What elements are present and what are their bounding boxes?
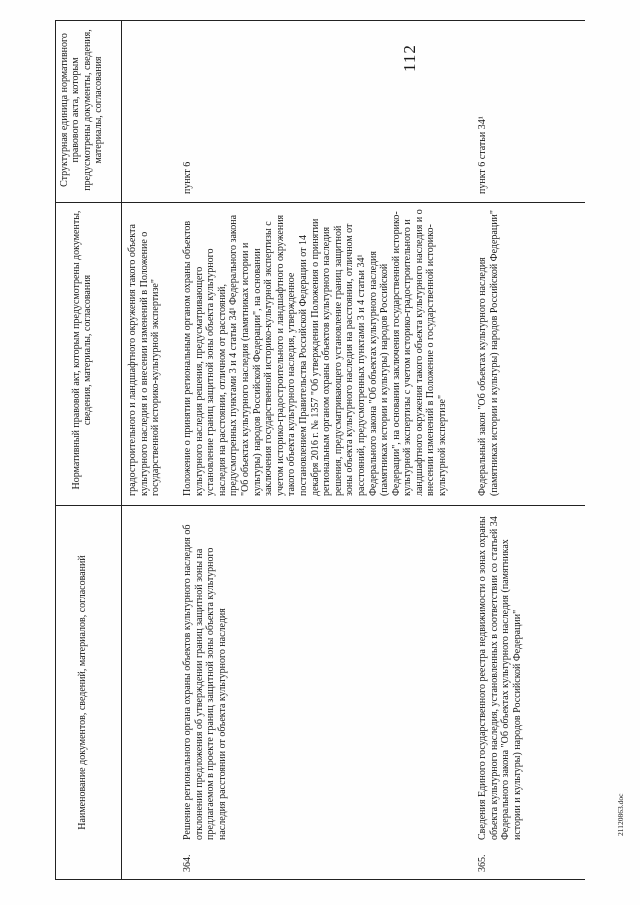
rotated-table bbox=[55, 20, 585, 880]
row-unit: пункт 6 статьи 34¹ bbox=[477, 116, 488, 194]
page-number: 112 bbox=[400, 44, 419, 72]
table-border-right bbox=[55, 20, 585, 21]
row-act: Федеральный закон "Об объектах культурного наследия (памятниках истории и культуры) народов Российской Федерации" bbox=[477, 210, 500, 496]
column-divider-1 bbox=[55, 505, 585, 506]
row-number: 364. bbox=[182, 854, 193, 872]
row-unit: пункт 6 bbox=[182, 161, 193, 194]
continuation-act-text: градостроительного и ландшафтного окружения такого объекта культурного наследия и о внесении изменений в Положение о государственной историко-культурной экспертизе" bbox=[127, 224, 162, 496]
row-name: Сведения Единого государственного реестра недвижимости о зонах охраны объекта культурного наследия, установленных в соответствии со статьей 34 Федерального закона "Об объектах культурного наследия (памятниках истории и культуры) народов Российской Федерации" bbox=[477, 516, 523, 840]
header-col-unit: Структурная единица нормативного правового акта, которым предусмотрены документы, сведения, материалы, согласования bbox=[59, 29, 105, 191]
header-col-name: Наименование документов, сведений, материалов, согласований bbox=[77, 555, 88, 830]
table-border-left bbox=[55, 879, 585, 880]
header-col-act: Нормативный правовой акт, которым предусмотрены документы, сведения, материалы, согласования bbox=[71, 210, 94, 490]
row-number: 365. bbox=[477, 854, 488, 872]
column-divider-2 bbox=[55, 202, 585, 203]
header-divider bbox=[121, 20, 122, 880]
table-border-top bbox=[55, 20, 56, 880]
row-act: Положение о принятии региональным органом охраны объектов культурного наследия решения, предусматривающего установление границ защитной зоны объекта культурного наследия на расстоянии, отличном от расстояний, предусмотренных пунктами 3 и 4 статьи 34¹ Федерального закона "Об объектах культурного наследия (памятниках истории и культуры) народов Российской Федерации", на основании заключения государственной историко-культурной экспертизы с учетом историко-градостроительного и ландшафтного окружения такого объекта культурного наследия, утвержденное постановлением Правительства Российской Федерации от 14 декабря 2016 г. № 1357 "Об утверждении Положения о принятии региональным органом охраны объектов культурного наследия решения, предусматривающего установление границ защитной зоны объекта культурного наследия на расстоянии, отличном от расстояний, предусмотренных пунктами 3 и 4 статьи 34¹ Федерального закона "Об объектах культурного наследия (памятниках истории и культуры) народов Российской Федерации", на основании заключения государственной историко-культурной экспертизы с учетом историко-градостроительного и ландшафтного окружения такого объекта культурного наследия и о внесении изменений в Положение о государственной историко-культурной экспертизе" bbox=[182, 209, 449, 496]
footer-code: 21120863.doc bbox=[616, 793, 625, 836]
row-name: Решение регионального органа охраны объектов культурного наследия об отклонении предложения об утверждении границ защитной зоны на предлагаемом в проекте границ защитной зоны объекта культурного наследия расстоянии от объекта культурного наследия bbox=[182, 524, 228, 840]
